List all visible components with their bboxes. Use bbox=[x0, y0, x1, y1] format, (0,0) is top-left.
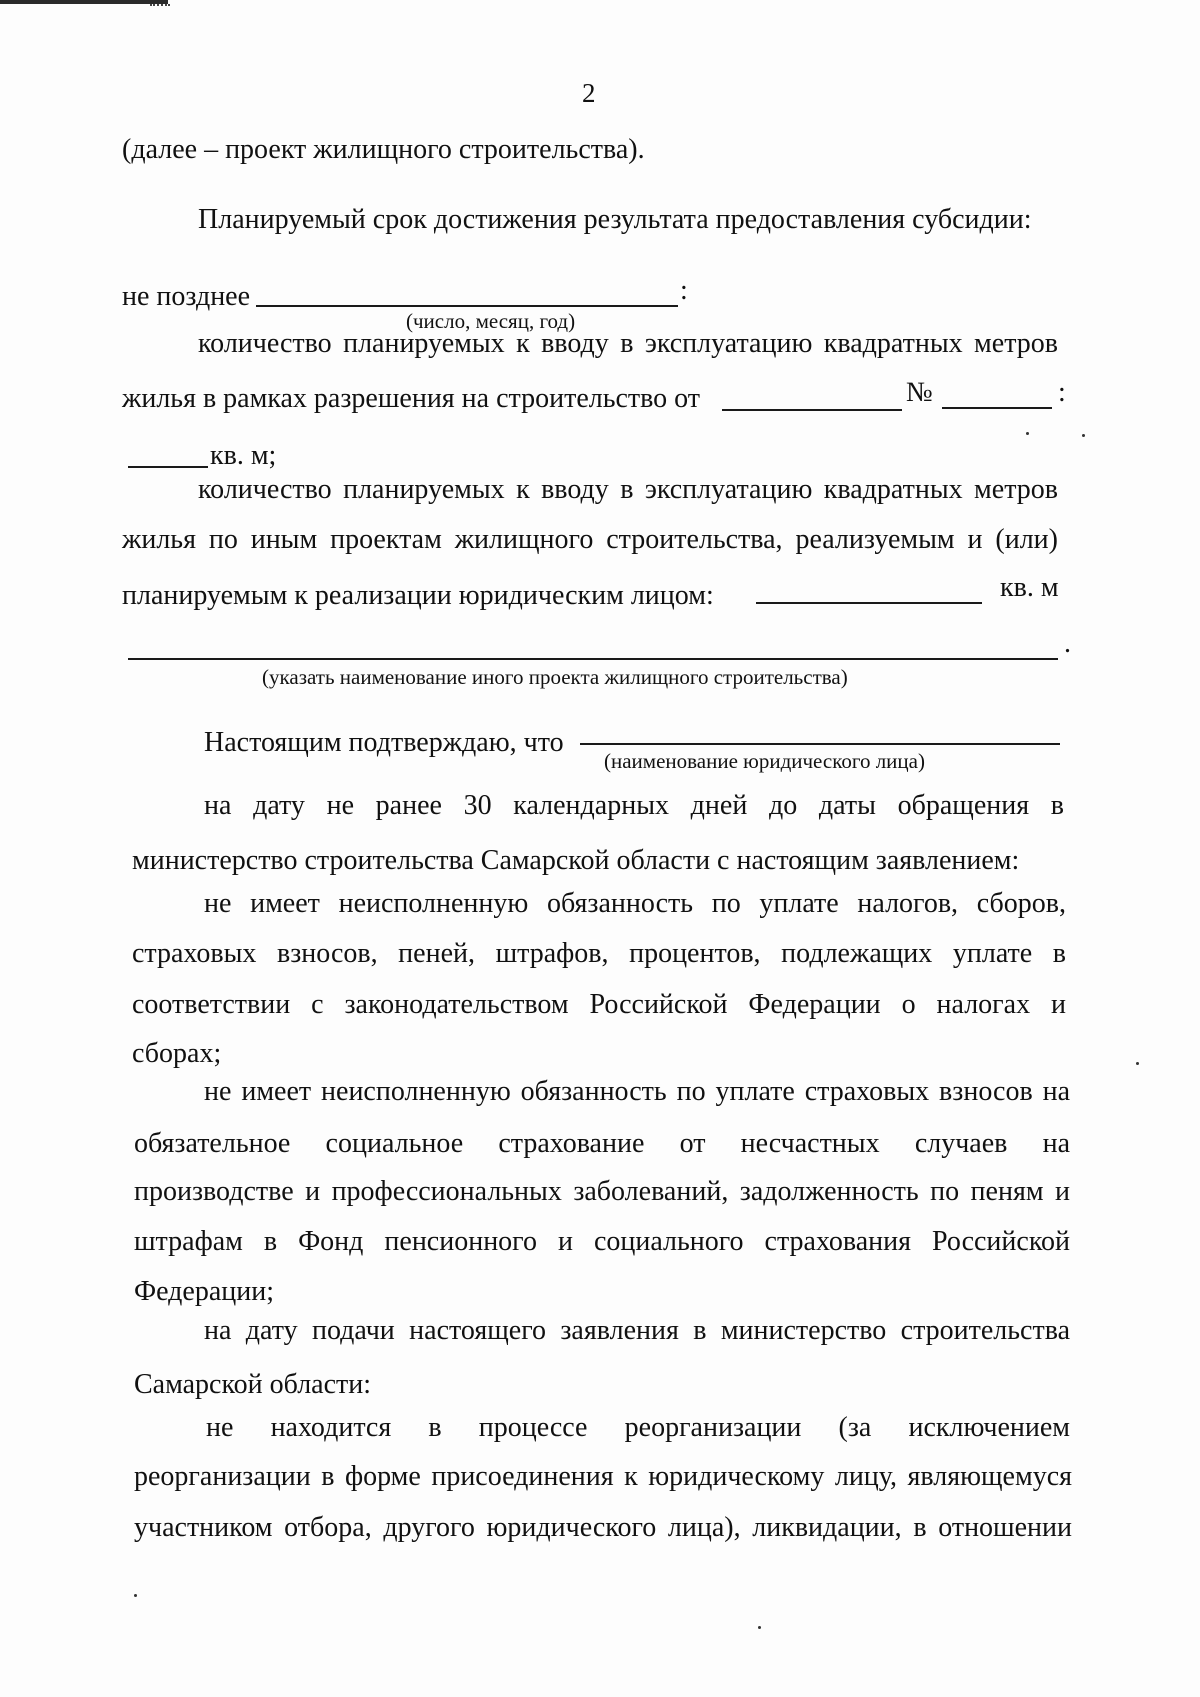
text-line-7: количество планируемых к вводу в эксплуатацию квадратных метров bbox=[198, 474, 1058, 505]
text-line-9-prefix: планируемым к реализации юридическим лицом: bbox=[122, 580, 714, 611]
permit-number-blank-line bbox=[942, 407, 1052, 409]
scan-speck bbox=[134, 1594, 137, 1597]
text-line-25: не находится в процессе реорганизации (за исключением bbox=[206, 1412, 1070, 1443]
text-line-22: Федерации; bbox=[134, 1276, 275, 1307]
text-line-14: не имеет неисполненную обязанность по уплате налогов, сборов, bbox=[204, 888, 1066, 919]
caption-date: (число, месяц, год) bbox=[406, 309, 576, 333]
text-line-2: Планируемый срок достижения результата предоставления субсидии: bbox=[198, 204, 1032, 235]
caption-project-name: (указать наименование иного проекта жилищного строительства) bbox=[262, 665, 848, 689]
text-line-15: страховых взносов, пеней, штрафов, процентов, подлежащих уплате в bbox=[132, 938, 1066, 969]
text-line-5-no: № bbox=[906, 377, 933, 408]
scan-edge-dotted-mark bbox=[150, 0, 170, 6]
text-line-27: участником отбора, другого юридического лица), ликвидации, в отношении bbox=[134, 1512, 1072, 1543]
text-line-17: сборах; bbox=[132, 1038, 222, 1069]
text-line-24: Самарской области: bbox=[134, 1369, 372, 1400]
project-name-blank-line bbox=[128, 658, 1058, 660]
text-line-5-prefix: жилья в рамках разрешения на строительство от bbox=[122, 383, 701, 414]
other-projects-area-blank-line bbox=[756, 602, 982, 604]
text-line-3-colon: : bbox=[680, 275, 688, 306]
scan-edge-mark bbox=[0, 0, 168, 4]
scan-speck bbox=[1136, 1062, 1139, 1065]
entity-name-blank-line bbox=[580, 743, 1060, 745]
text-line-3-prefix: не позднее bbox=[122, 281, 251, 312]
text-line-8: жилья по иным проектам жилищного строительства, реализуемым и (или) bbox=[122, 524, 1058, 555]
permit-date-blank-line bbox=[722, 409, 902, 411]
date-blank-line bbox=[256, 305, 678, 307]
text-line-1: (далее – проект жилищного строительства). bbox=[122, 134, 645, 165]
text-line-6-suffix: кв. м; bbox=[210, 440, 277, 471]
text-line-26: реорганизации в форме присоединения к юридическому лицу, являющемуся bbox=[134, 1461, 1072, 1492]
text-line-20: производстве и профессиональных заболеваний, задолженность по пеням и bbox=[134, 1176, 1070, 1207]
area-blank-line bbox=[128, 466, 208, 468]
text-line-5-colon: : bbox=[1058, 377, 1066, 408]
text-line-23: на дату подачи настоящего заявления в министерство строительства bbox=[204, 1315, 1070, 1346]
scan-speck bbox=[1026, 432, 1029, 435]
page-number: 2 bbox=[582, 78, 596, 108]
text-line-19: обязательное социальное страхование от несчастных случаев на bbox=[134, 1128, 1070, 1159]
text-line-10-dot: . bbox=[1064, 628, 1071, 659]
scan-speck bbox=[1082, 434, 1085, 437]
text-line-9-suffix: кв. м bbox=[1000, 572, 1059, 603]
scan-speck bbox=[758, 1626, 761, 1629]
text-line-4: количество планируемых к вводу в эксплуатацию квадратных метров bbox=[198, 328, 1058, 359]
text-line-21: штрафам в Фонд пенсионного и социального страхования Российской bbox=[134, 1226, 1070, 1257]
text-line-12: на дату не ранее 30 календарных дней до даты обращения в bbox=[204, 790, 1064, 821]
text-line-16: соответствии с законодательством Российской Федерации о налогах и bbox=[132, 989, 1066, 1020]
caption-entity-name: (наименование юридического лица) bbox=[604, 749, 925, 773]
text-line-11-prefix: Настоящим подтверждаю, что bbox=[204, 727, 564, 758]
text-line-18: не имеет неисполненную обязанность по уплате страховых взносов на bbox=[204, 1076, 1070, 1107]
text-line-13: министерство строительства Самарской области с настоящим заявлением: bbox=[132, 845, 1020, 876]
